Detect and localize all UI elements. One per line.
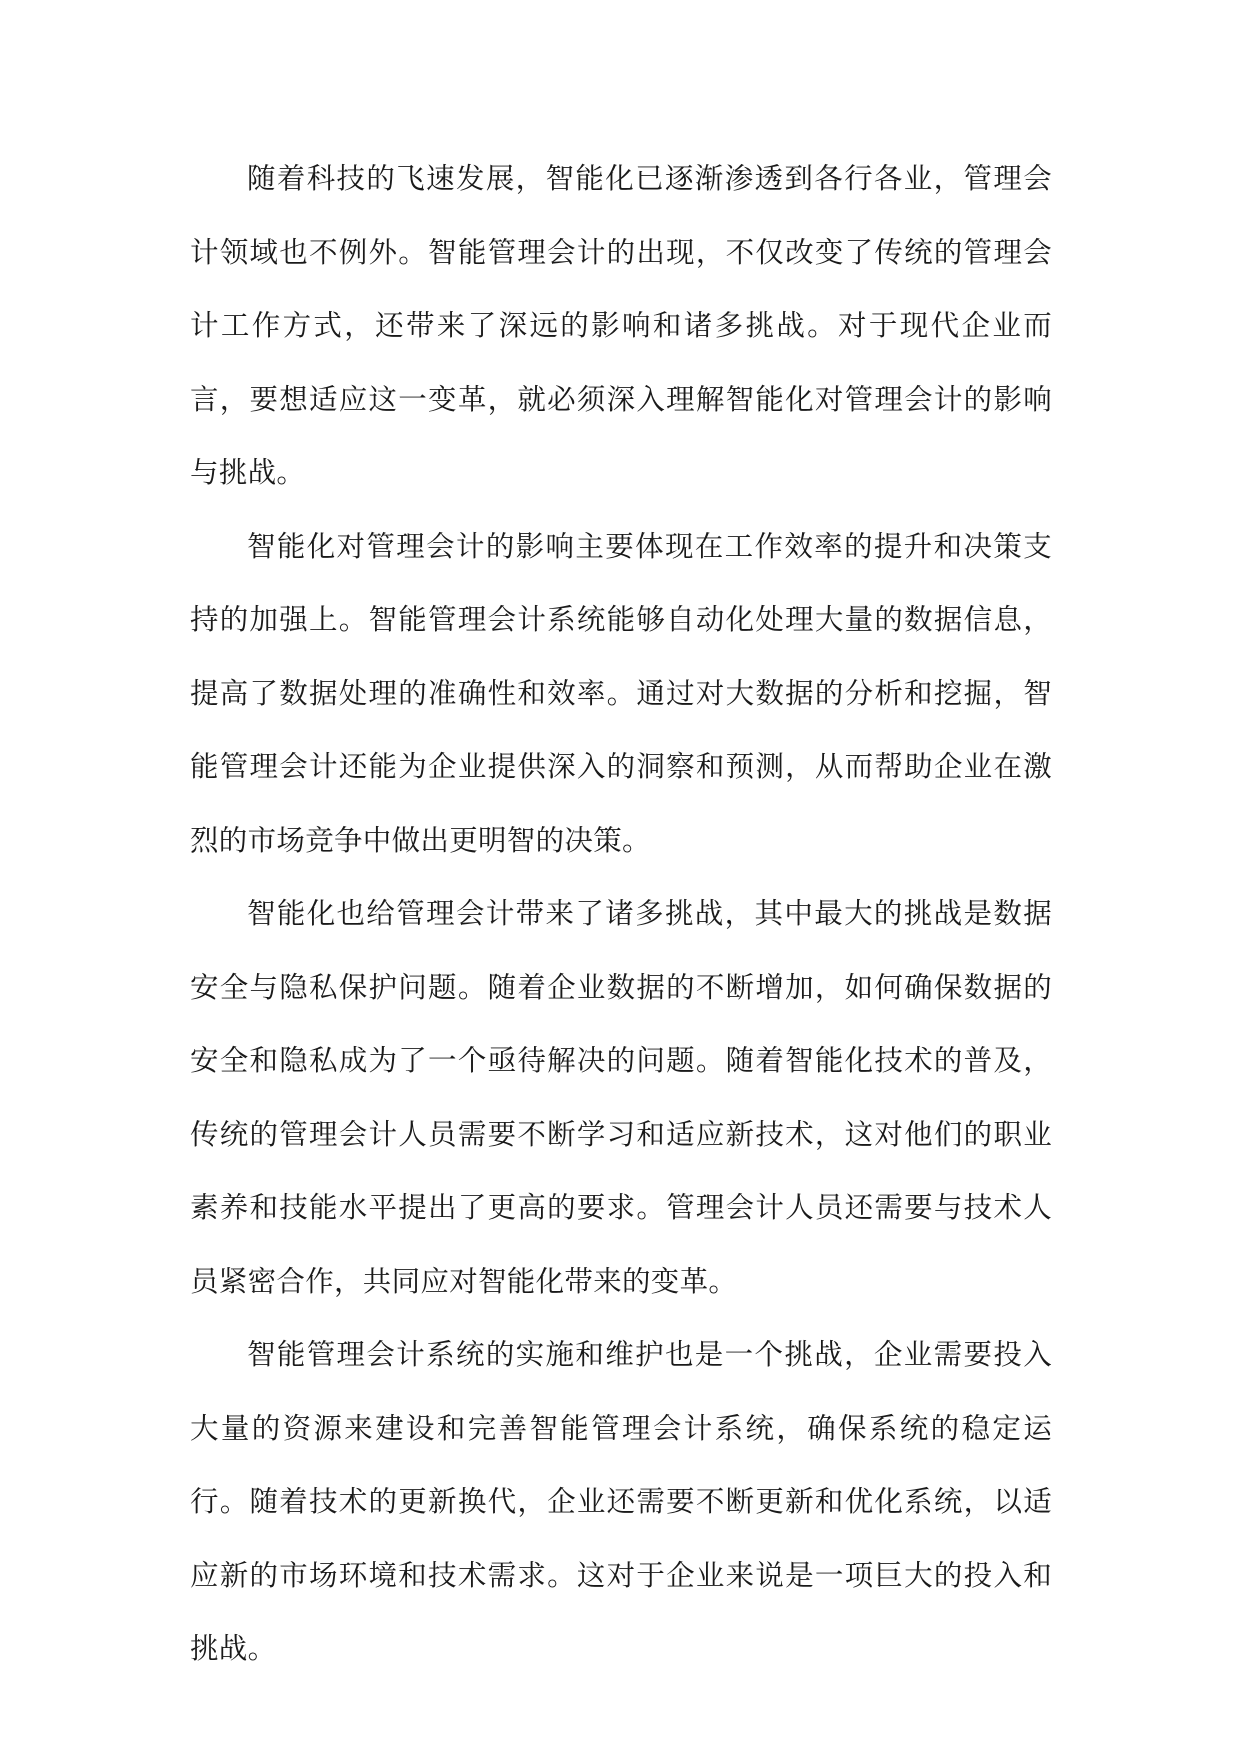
paragraph-4: 智能管理会计系统的实施和维护也是一个挑战，企业需要投入大量的资源来建设和完善智能管理会计系统，确保系统的稳定运行。随着技术的更新换代，企业还需要不断更新和优化系统，以适应新的市场环境和技术需求。这对于企业来说是一项巨大的投入和挑战。 (190, 1338, 1052, 1665)
paragraph-2: 智能化对管理会计的影响主要体现在工作效率的提升和决策支持的加强上。智能管理会计系统能够自动化处理大量的数据信息，提高了数据处理的准确性和效率。通过对大数据的分析和挖掘，智能管理会计还能为企业提供深入的洞察和预测，从而帮助企业在激烈的市场竞争中做出更明智的决策。 (190, 529, 1052, 857)
paragraph-3: 智能化也给管理会计带来了诸多挑战，其中最大的挑战是数据安全与隐私保护问题。随着企业数据的不断增加，如何确保数据的安全和隐私成为了一个亟待解决的问题。随着智能化技术的普及，传统的管理会计人员需要不断学习和适应新技术，这对他们的职业素养和技能水平提出了更高的要求。管理会计人员还需要与技术人员紧密合作，共同应对智能化带来的变革。 (190, 897, 1052, 1298)
document-body (190, 142, 1052, 1686)
paragraph-1: 随着科技的飞速发展，智能化已逐渐渗透到各行各业，管理会计领域也不例外。智能管理会计的出现，不仅改变了传统的管理会计工作方式，还带来了深远的影响和诸多挑战。对于现代企业而言，要想适应这一变革，就必须深入理解智能化对管理会计的影响与挑战。 (190, 162, 1052, 489)
